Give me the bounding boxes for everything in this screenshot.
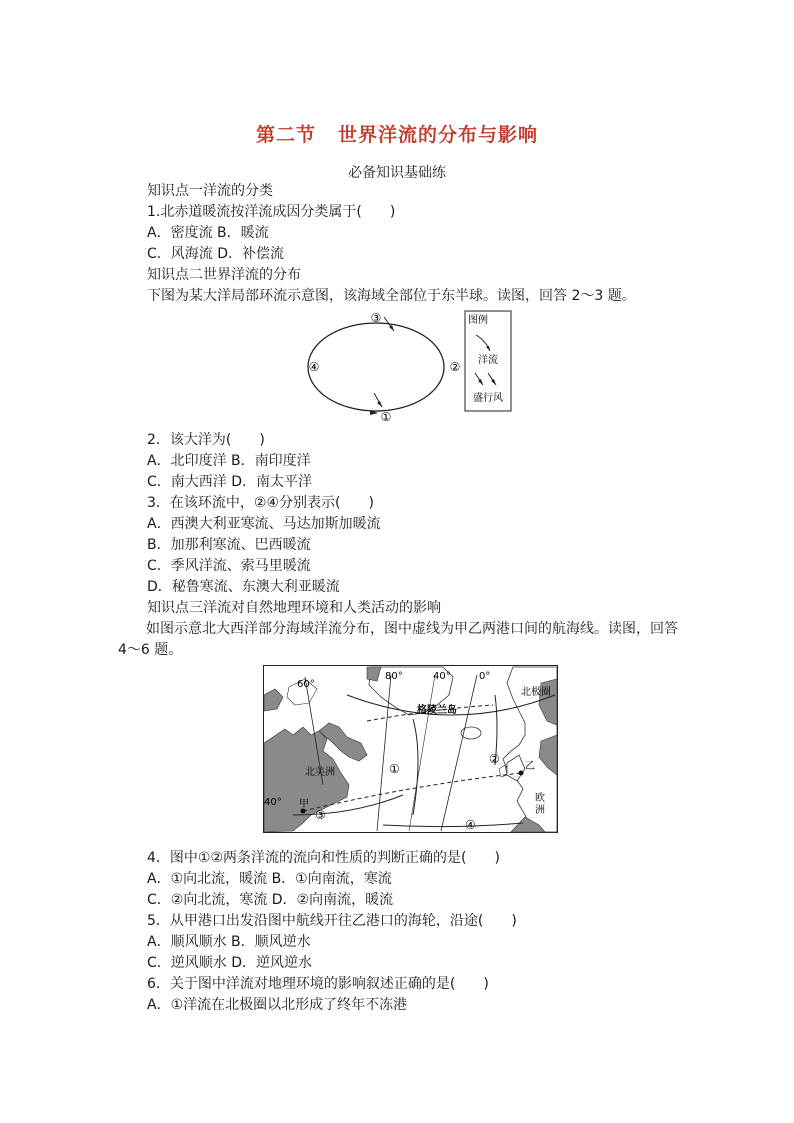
label-lon40: 40° [433, 671, 451, 682]
question-1-options-ab: A．密度流 B．暖流 [147, 225, 269, 241]
question-1-options-cd: C．风海流 D．补偿流 [147, 246, 285, 262]
question-1: 1.北赤道暖流按洋流成因分类属于( ) [147, 204, 396, 220]
label-current-4: ④ [465, 818, 476, 832]
question-2-options-cd: C．南大西洋 D．南太平洋 [147, 474, 313, 490]
label-lat40: 40° [264, 797, 282, 808]
intro-q4-6-line2: 4～6 题。 [118, 642, 183, 658]
label-4: ④ [308, 360, 320, 374]
knowledge-point-3: 知识点三洋流对自然地理环境和人类活动的影响 [147, 600, 441, 616]
question-4-options-cd: C．②向北流，寒流 D．②向南流，暖流 [147, 892, 394, 908]
label-lon80: 80° [385, 671, 403, 682]
question-3: 3．在该环流中，②④分别表示( ) [147, 495, 374, 511]
label-3: ③ [370, 311, 382, 325]
label-north-america: 北美洲 [305, 767, 335, 778]
question-6-option-a: A．①洋流在北极圈以北形成了终年不冻港 [147, 997, 408, 1013]
label-current-3: ③ [315, 808, 326, 822]
question-2-options-ab: A．北印度洋 B．南印度洋 [147, 453, 311, 469]
legend-wind-label: 盛行风 [473, 393, 503, 404]
label-europe-2: 洲 [535, 805, 545, 816]
question-5-options-cd: C．逆风顺水 D．逆风逆水 [147, 955, 313, 971]
label-1: ① [380, 410, 392, 423]
question-5: 5．从甲港口出发沿图中航线开往乙港口的海轮，沿途( ) [147, 913, 517, 929]
question-4: 4．图中①②两条洋流的流向和性质的判断正确的是( ) [147, 850, 500, 866]
label-jia: 甲 [299, 799, 309, 810]
question-2: 2．该大洋为( ) [147, 432, 265, 448]
label-europe-1: 欧 [535, 793, 545, 804]
question-3-option-a: A．西澳大利亚寒流、马达加斯加暖流 [147, 516, 381, 532]
label-arctic: 北极圈 [521, 687, 551, 698]
question-3-option-d: D．秘鲁寒流、东澳大利亚暖流 [147, 579, 340, 595]
port-yi [519, 771, 524, 776]
intro-q4-6-line1: 如图示意北大西洋部分海域洋流分布，图中虚线为甲乙两港口间的航海线。读图，回答 [146, 621, 678, 637]
label-2: ② [449, 360, 461, 374]
legend-title: 图例 [468, 315, 488, 326]
page-title [0, 120, 794, 147]
label-current-2: ② [489, 752, 500, 766]
legend-current-label: 洋流 [478, 355, 498, 366]
gyre-ellipse [308, 323, 444, 411]
question-6: 6．关于图中洋流对地理环境的影响叙述正确的是( ) [147, 976, 489, 992]
section-title: 世界洋流的分布与影响 [338, 124, 539, 146]
question-5-options-ab: A．顺风顺水 B．顺风逆水 [147, 934, 311, 950]
question-3-option-c: C．季风洋流、索马里暖流 [147, 558, 311, 574]
gyre-figure [300, 305, 520, 423]
north-atlantic-map [263, 665, 558, 833]
intro-q2-3: 下图为某大洋局部环流示意图，该海域全部位于东半球。读图，回答 2～3 题。 [147, 288, 636, 304]
question-3-option-b: B．加那利寒流、巴西暖流 [147, 537, 311, 553]
question-4-options-ab: A．①向北流，暖流 B．①向南流，寒流 [147, 871, 392, 887]
subtitle: 必备知识基础练 [348, 165, 446, 181]
label-current-1: ① [389, 762, 400, 776]
label-yi: 乙 [525, 761, 535, 772]
knowledge-point-1: 知识点一洋流的分类 [147, 183, 273, 199]
label-lon60: 60° [297, 679, 315, 690]
knowledge-point-2: 知识点二世界洋流的分布 [147, 267, 301, 283]
section-number: 第二节 [255, 124, 316, 146]
label-lon0: 0° [479, 671, 491, 682]
label-greenland: 格陵兰岛 [417, 705, 457, 716]
